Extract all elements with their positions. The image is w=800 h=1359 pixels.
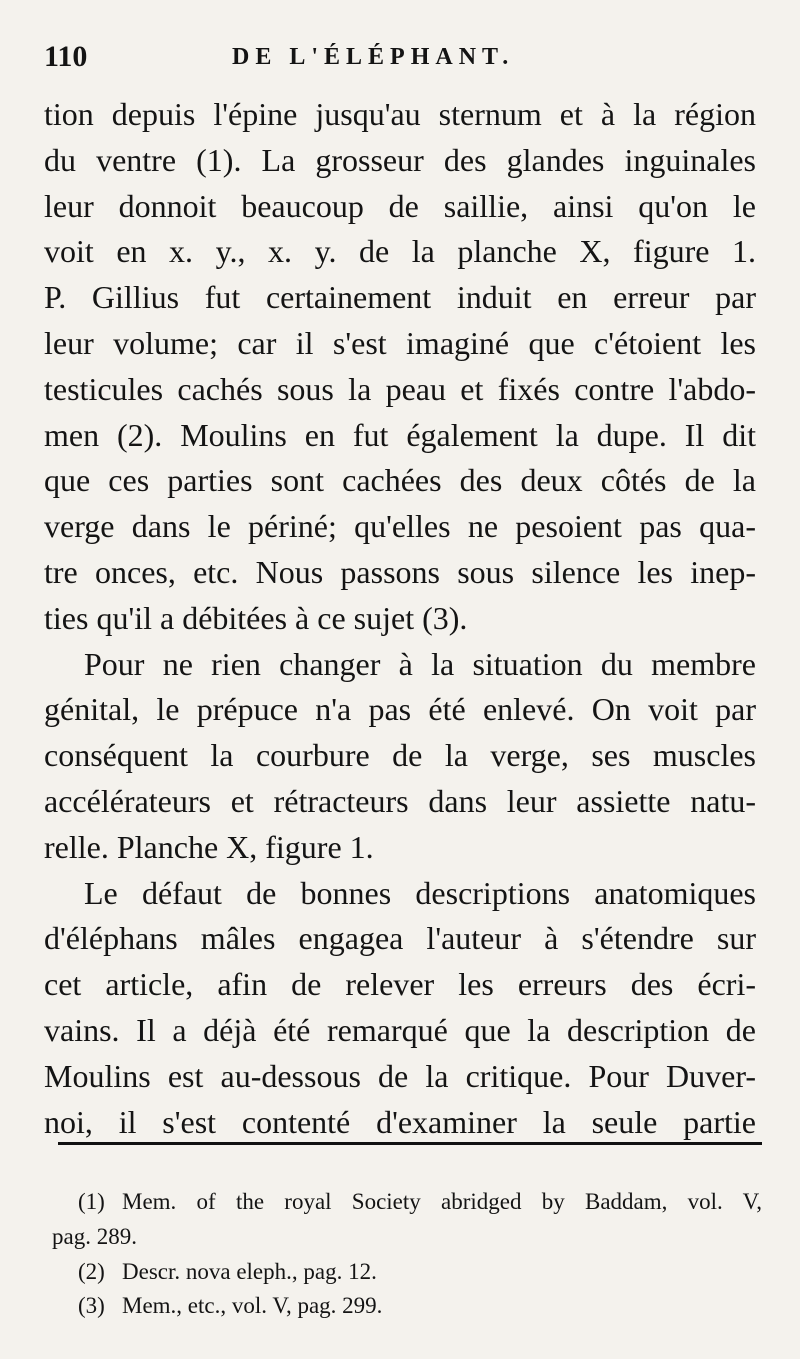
text-line: du ventre (1). La grosseur des glandes inguinales xyxy=(44,141,756,178)
text-line: verge dans le périné; qu'elles ne pesoient pas qua- xyxy=(44,508,756,545)
text-line: leur volume; car il s'est imaginé que c'étoient les xyxy=(44,324,756,361)
text-line: tion depuis l'épine jusqu'au sternum et à la région xyxy=(44,96,756,132)
page-number: 110 xyxy=(44,40,88,73)
text-line: men (2). Moulins en fut également la dupe. Il dit xyxy=(44,416,756,453)
text-line: que ces parties sont cachées des deux côtés de la xyxy=(44,462,756,499)
text-line: P. Gillius fut certainement induit en erreur par xyxy=(44,279,756,316)
footnote-1 xyxy=(52,1185,762,1219)
page-header xyxy=(44,38,764,78)
footnote-divider xyxy=(58,1142,762,1145)
footnote-text: Mem., etc., vol. V, pag. 299. xyxy=(122,1293,383,1318)
text-line: voit en x. y., x. y. de la planche X, figure 1. xyxy=(44,233,756,270)
text-line: relle. Planche X, figure 1. xyxy=(44,828,374,865)
footnotes xyxy=(52,1185,762,1323)
footnote-text: Descr. nova eleph., pag. 12. xyxy=(122,1259,377,1284)
text-line: testicules cachés sous la peau et fixés contre l'abdo- xyxy=(44,370,756,407)
text-line: Moulins est au-dessous de la critique. Pour Duver- xyxy=(44,1057,756,1094)
text-line: Le défaut de bonnes descriptions anatomiques xyxy=(84,874,756,911)
body-text xyxy=(44,92,756,1145)
text-line: noi, il s'est contenté d'examiner la seule partie xyxy=(44,1103,756,1140)
footnote-1-continuation: pag. 289. xyxy=(52,1224,137,1249)
text-line: accélérateurs et rétracteurs dans leur assiette natu- xyxy=(44,782,756,819)
text-line: génital, le prépuce n'a pas été enlevé. On voit par xyxy=(44,691,756,728)
text-line: d'éléphans mâles engagea l'auteur à s'étendre sur xyxy=(44,920,756,957)
text-line: cet article, afin de relever les erreurs des écri- xyxy=(44,966,756,1003)
text-line: ties qu'il a débitées à ce sujet (3). xyxy=(44,599,468,636)
text-line: tre onces, etc. Nous passons sous silence les inep- xyxy=(44,553,756,590)
text-line: leur donnoit beaucoup de saillie, ainsi qu'on le xyxy=(44,187,756,224)
footnote-number: (2) xyxy=(78,1259,105,1284)
text-line: Pour ne rien changer à la situation du membre xyxy=(84,645,756,682)
text-line: vains. Il a déjà été remarqué que la description de xyxy=(44,1011,756,1048)
footnote-number: (1) xyxy=(78,1189,105,1214)
text-line: conséquent la courbure de la verge, ses muscles xyxy=(44,737,756,774)
running-head: DE L'ÉLÉPHANT. xyxy=(232,44,515,70)
footnote-2 xyxy=(52,1255,762,1289)
footnote-text: Mem. of the royal Society abridged by Baddam, vol. V, xyxy=(122,1189,762,1214)
footnote-3 xyxy=(52,1289,762,1323)
footnote-number: (3) xyxy=(78,1293,105,1318)
